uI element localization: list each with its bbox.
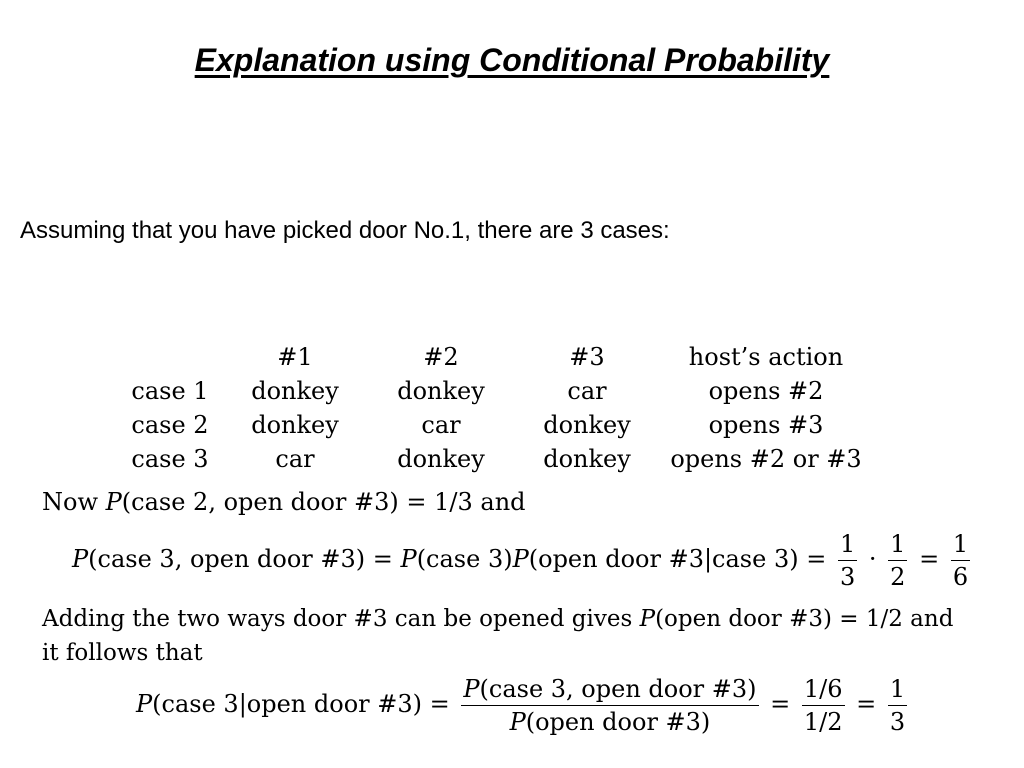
math-symbol: P — [509, 708, 526, 736]
table-cell: donkey — [543, 445, 631, 473]
fraction-numerator: 1 — [838, 530, 857, 561]
math-text: (open door #3) = 1/2 and — [655, 606, 954, 632]
math-symbol: P — [400, 545, 417, 573]
fraction — [838, 530, 857, 591]
table-cell: opens #3 — [708, 411, 824, 439]
table-cell: case 2 — [131, 411, 209, 439]
slide-title: Explanation using Conditional Probability — [194, 42, 830, 78]
math-line-3 — [42, 606, 953, 632]
fraction-numerator: 1 — [888, 675, 907, 706]
math-text: (open door #3|case 3) = — [528, 545, 834, 573]
math-symbol: P — [105, 488, 122, 516]
fraction-denominator: 2 — [890, 563, 906, 591]
math-line-2 — [72, 530, 974, 591]
intro-text: Assuming that you have picked door No.1, there are 3 cases: — [20, 217, 670, 244]
table-cell: donkey — [251, 411, 339, 439]
fraction-numerator: 1/6 — [802, 675, 845, 706]
table-row — [118, 374, 872, 408]
table-row — [118, 442, 872, 476]
fraction — [951, 530, 970, 591]
fraction — [461, 675, 758, 736]
table-cell: donkey — [251, 377, 339, 405]
math-text: (case 3) — [416, 545, 513, 573]
table-cell: car — [421, 411, 461, 439]
math-text: (case 3, open door #3) = — [88, 545, 401, 573]
fraction — [888, 675, 907, 736]
math-operator: = — [919, 545, 940, 573]
table-cell: opens #2 or #3 — [670, 445, 862, 473]
table-cell: car — [567, 377, 607, 405]
fraction-denominator: 1/2 — [803, 708, 843, 736]
table-header-cell — [118, 340, 222, 374]
fraction-numerator: 1 — [888, 530, 907, 561]
math-line-5 — [136, 675, 911, 736]
math-text: (case 3, open door #3) — [479, 675, 757, 703]
table-cell: car — [275, 445, 315, 473]
math-line-4: it follows that — [42, 640, 203, 666]
fraction-denominator: 3 — [889, 708, 906, 736]
table-header-cell: #3 — [569, 343, 605, 371]
cases-table — [118, 340, 872, 476]
math-operator: = — [770, 690, 791, 718]
table-header-row — [118, 340, 872, 374]
math-operator: · — [868, 545, 877, 573]
table-row — [118, 408, 872, 442]
table-cell: case 1 — [131, 377, 209, 405]
fraction — [888, 530, 907, 591]
math-symbol: P — [463, 675, 480, 703]
table-cell: donkey — [543, 411, 631, 439]
table-cell: donkey — [397, 377, 485, 405]
table-cell: case 3 — [131, 445, 209, 473]
math-text: (open door #3) — [525, 708, 711, 736]
table-cell: donkey — [397, 445, 485, 473]
math-operator: = — [856, 690, 877, 718]
math-symbol: P — [512, 545, 529, 573]
math-symbol: P — [72, 545, 89, 573]
fraction-denominator — [461, 706, 758, 736]
math-text: (case 3|open door #3) = — [152, 690, 450, 718]
fraction-numerator — [461, 675, 758, 706]
math-symbol: P — [639, 606, 656, 632]
math-symbol: P — [136, 690, 153, 718]
table-header-cell: #2 — [423, 343, 459, 371]
fraction-denominator: 3 — [839, 563, 856, 591]
math-line-1 — [42, 488, 526, 516]
table-header-cell: host’s action — [688, 343, 844, 371]
math-text: (case 2, open door #3) = 1/3 and — [121, 488, 526, 516]
table-header-cell: #1 — [277, 343, 313, 371]
table-cell: opens #2 — [708, 377, 824, 405]
fraction-denominator: 6 — [952, 563, 969, 591]
math-text: Now — [42, 488, 106, 516]
fraction — [802, 675, 845, 736]
fraction-numerator: 1 — [951, 530, 970, 561]
math-text: Adding the two ways door #3 can be opened gives — [42, 606, 640, 632]
